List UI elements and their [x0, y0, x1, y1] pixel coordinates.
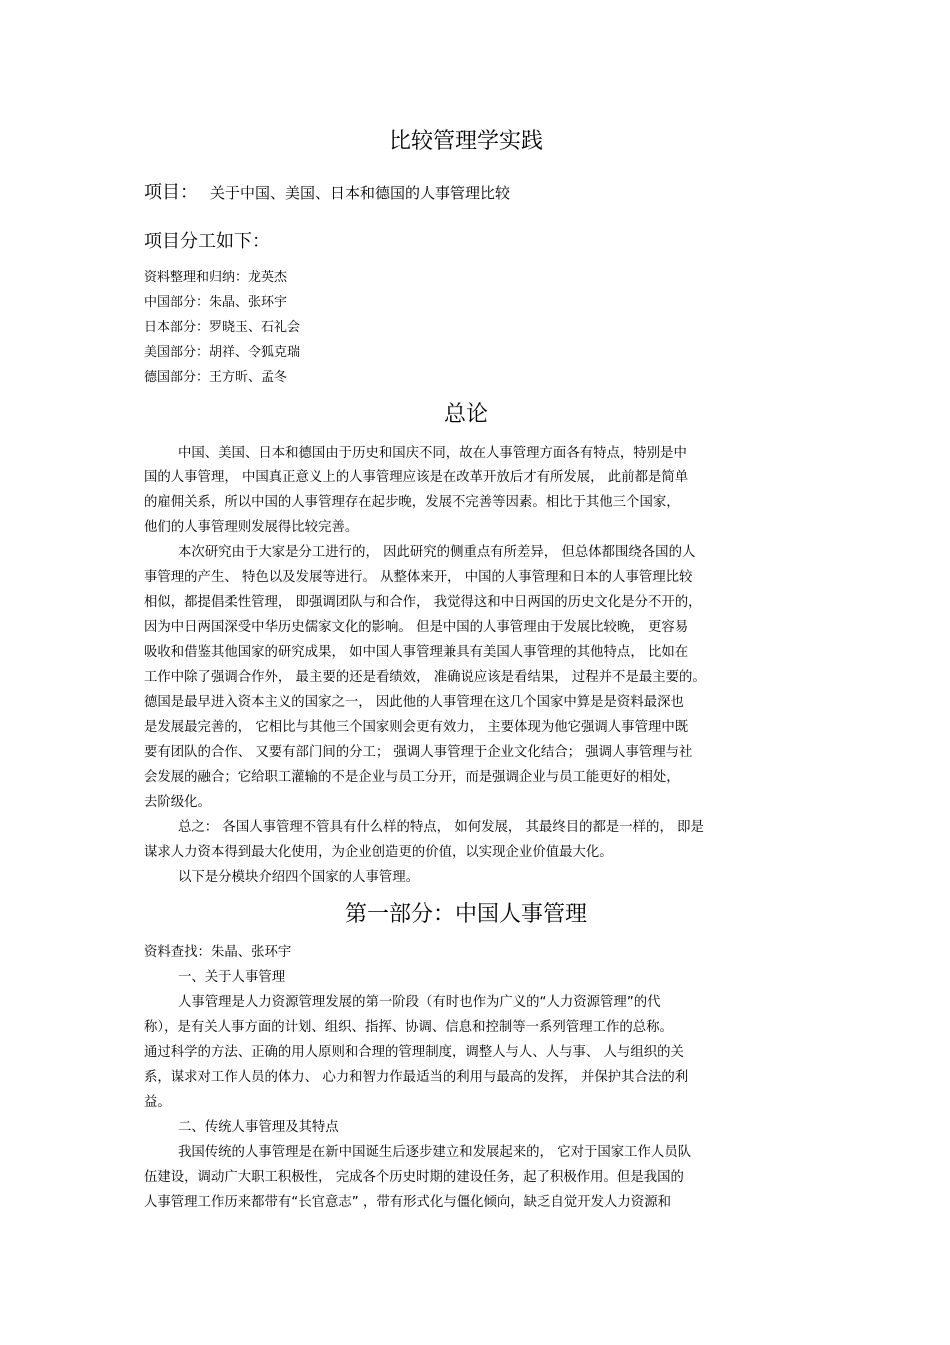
part1-line: 益。 — [144, 1095, 171, 1110]
overview-line: 工作中除了强调合作外， 最主要的还是看绩效， 准确说应该是看结果， 过程并不是最主要的。 — [144, 670, 706, 685]
overview-line: 相似，都提倡柔性管理， 即强调团队与和合作， 我觉得这和中日两国的历史文化是分不开的， — [144, 595, 702, 610]
part1-line: 人事管理工作历来都带有“长官意志” ，带有形式化与僵化倾向，缺乏自觉开发人力资源和 — [144, 1195, 671, 1210]
part1-subheading: 二、传统人事管理及其特点 — [178, 1120, 339, 1135]
part1-subheading: 一、关于人事管理 — [178, 970, 286, 985]
overview-line: 是发展最完善的， 它相比与其他三个国家则会更有效力， 主要体现为他它强调人事管理中既 — [144, 720, 689, 735]
part1-line: 我国传统的人事管理是在新中国诞生后逐步建立和发展起来的， 它对于国家工作人员队 — [178, 1145, 692, 1160]
part1-line: 伍建设，调动广大职工积极性， 完成各个历史时期的建设任务，起了积极作用。但是我国的 — [144, 1170, 684, 1185]
member-line: 日本部分：罗晓玉、石礼会 — [144, 320, 301, 335]
part1-line: 人事管理是人力资源管理发展的第一阶段（有时也作为广义的“人力资源管理”的代 — [178, 995, 661, 1010]
overview-line: 事管理的产生、 特色以及发展等进行。 从整体来开， 中国的人事管理和日本的人事管理比较 — [144, 570, 693, 585]
overview-line: 他们的人事管理则发展得比较完善。 — [144, 520, 359, 535]
document-title: 比较管理学实践 — [388, 129, 543, 154]
part1-title: 第一部分：中国人事管理 — [344, 902, 587, 927]
part1-line: 称），是有关人事方面的计划、组织、指挥、协调、信息和控制等一系列管理工作的总称。 — [144, 1020, 673, 1035]
overview-line: 要有团队的合作、 又要有部门间的分工； 强调人事管理于企业文化结合； 强调人事管理与社 — [144, 745, 693, 760]
overview-line: 谋求人力资本得到最大化使用，为企业创造更的价值，以实现企业价值最大化。 — [144, 845, 613, 860]
overview-line: 因为中日两国深受中华历史儒家文化的影响。 但是中国的人事管理由于发展比较晚， 更容易 — [144, 620, 689, 635]
project-label: 项目： — [144, 182, 198, 203]
overview-line: 会发展的融合；它给职工灌输的不是企业与员工分开，而是强调企业与员工能更好的相处， — [144, 770, 680, 785]
division-heading: 项目分工如下： — [144, 231, 270, 252]
member-line: 美国部分：胡祥、令狐克瑞 — [144, 345, 301, 360]
overview-title: 总论 — [443, 402, 488, 427]
member-line: 资料整理和归纳：龙英杰 — [144, 270, 288, 285]
overview-line: 的雇佣关系，所以中国的人事管理存在起步晚，发展不完善等因素。相比于其他三个国家， — [144, 495, 680, 510]
overview-line: 中国、美国、日本和德国由于历史和国庆不同，故在人事管理方面各有特点，特别是中 — [178, 446, 687, 461]
overview-line: 总之： 各国人事管理不管具有什么样的特点， 如何发展， 其最终目的都是一样的， 即是 — [178, 820, 704, 835]
project-heading — [144, 181, 510, 205]
part1-line: 通过科学的方法、正确的用人原则和合理的管理制度，调整人与人、人与事、 人与组织的关 — [144, 1045, 684, 1060]
overview-line: 去阶级化。 — [144, 795, 211, 810]
overview-line: 本次研究由于大家是分工进行的， 因此研究的侧重点有所差异， 但总体都围绕各国的人 — [178, 545, 696, 560]
part1-line: 系，谋求对工作人员的体力、 心力和智力作最适当的利用与最高的发挥， 并保护其合法的利 — [144, 1070, 689, 1085]
part1-line: 资料查找：朱晶、张环宇 — [144, 945, 292, 960]
member-line: 中国部分：朱晶、张环宇 — [144, 295, 288, 310]
overview-line: 以下是分模块介绍四个国家的人事管理。 — [178, 870, 420, 885]
member-line: 德国部分：王方昕、孟冬 — [144, 370, 288, 385]
overview-line: 德国是最早进入资本主义的国家之一， 因此他的人事管理在这几个国家中算是是资料最深也 — [144, 695, 684, 710]
overview-line: 吸收和借鉴其他国家的研究成果， 如中国人事管理兼具有美国人事管理的其他特点， 比如在 — [144, 645, 689, 660]
project-topic: 关于中国、美国、日本和德国的人事管理比较 — [210, 184, 511, 202]
overview-line: 国的人事管理， 中国真正意义上的人事管理应该是在改革开放后才有所发展， 此前都是简单 — [144, 470, 689, 485]
